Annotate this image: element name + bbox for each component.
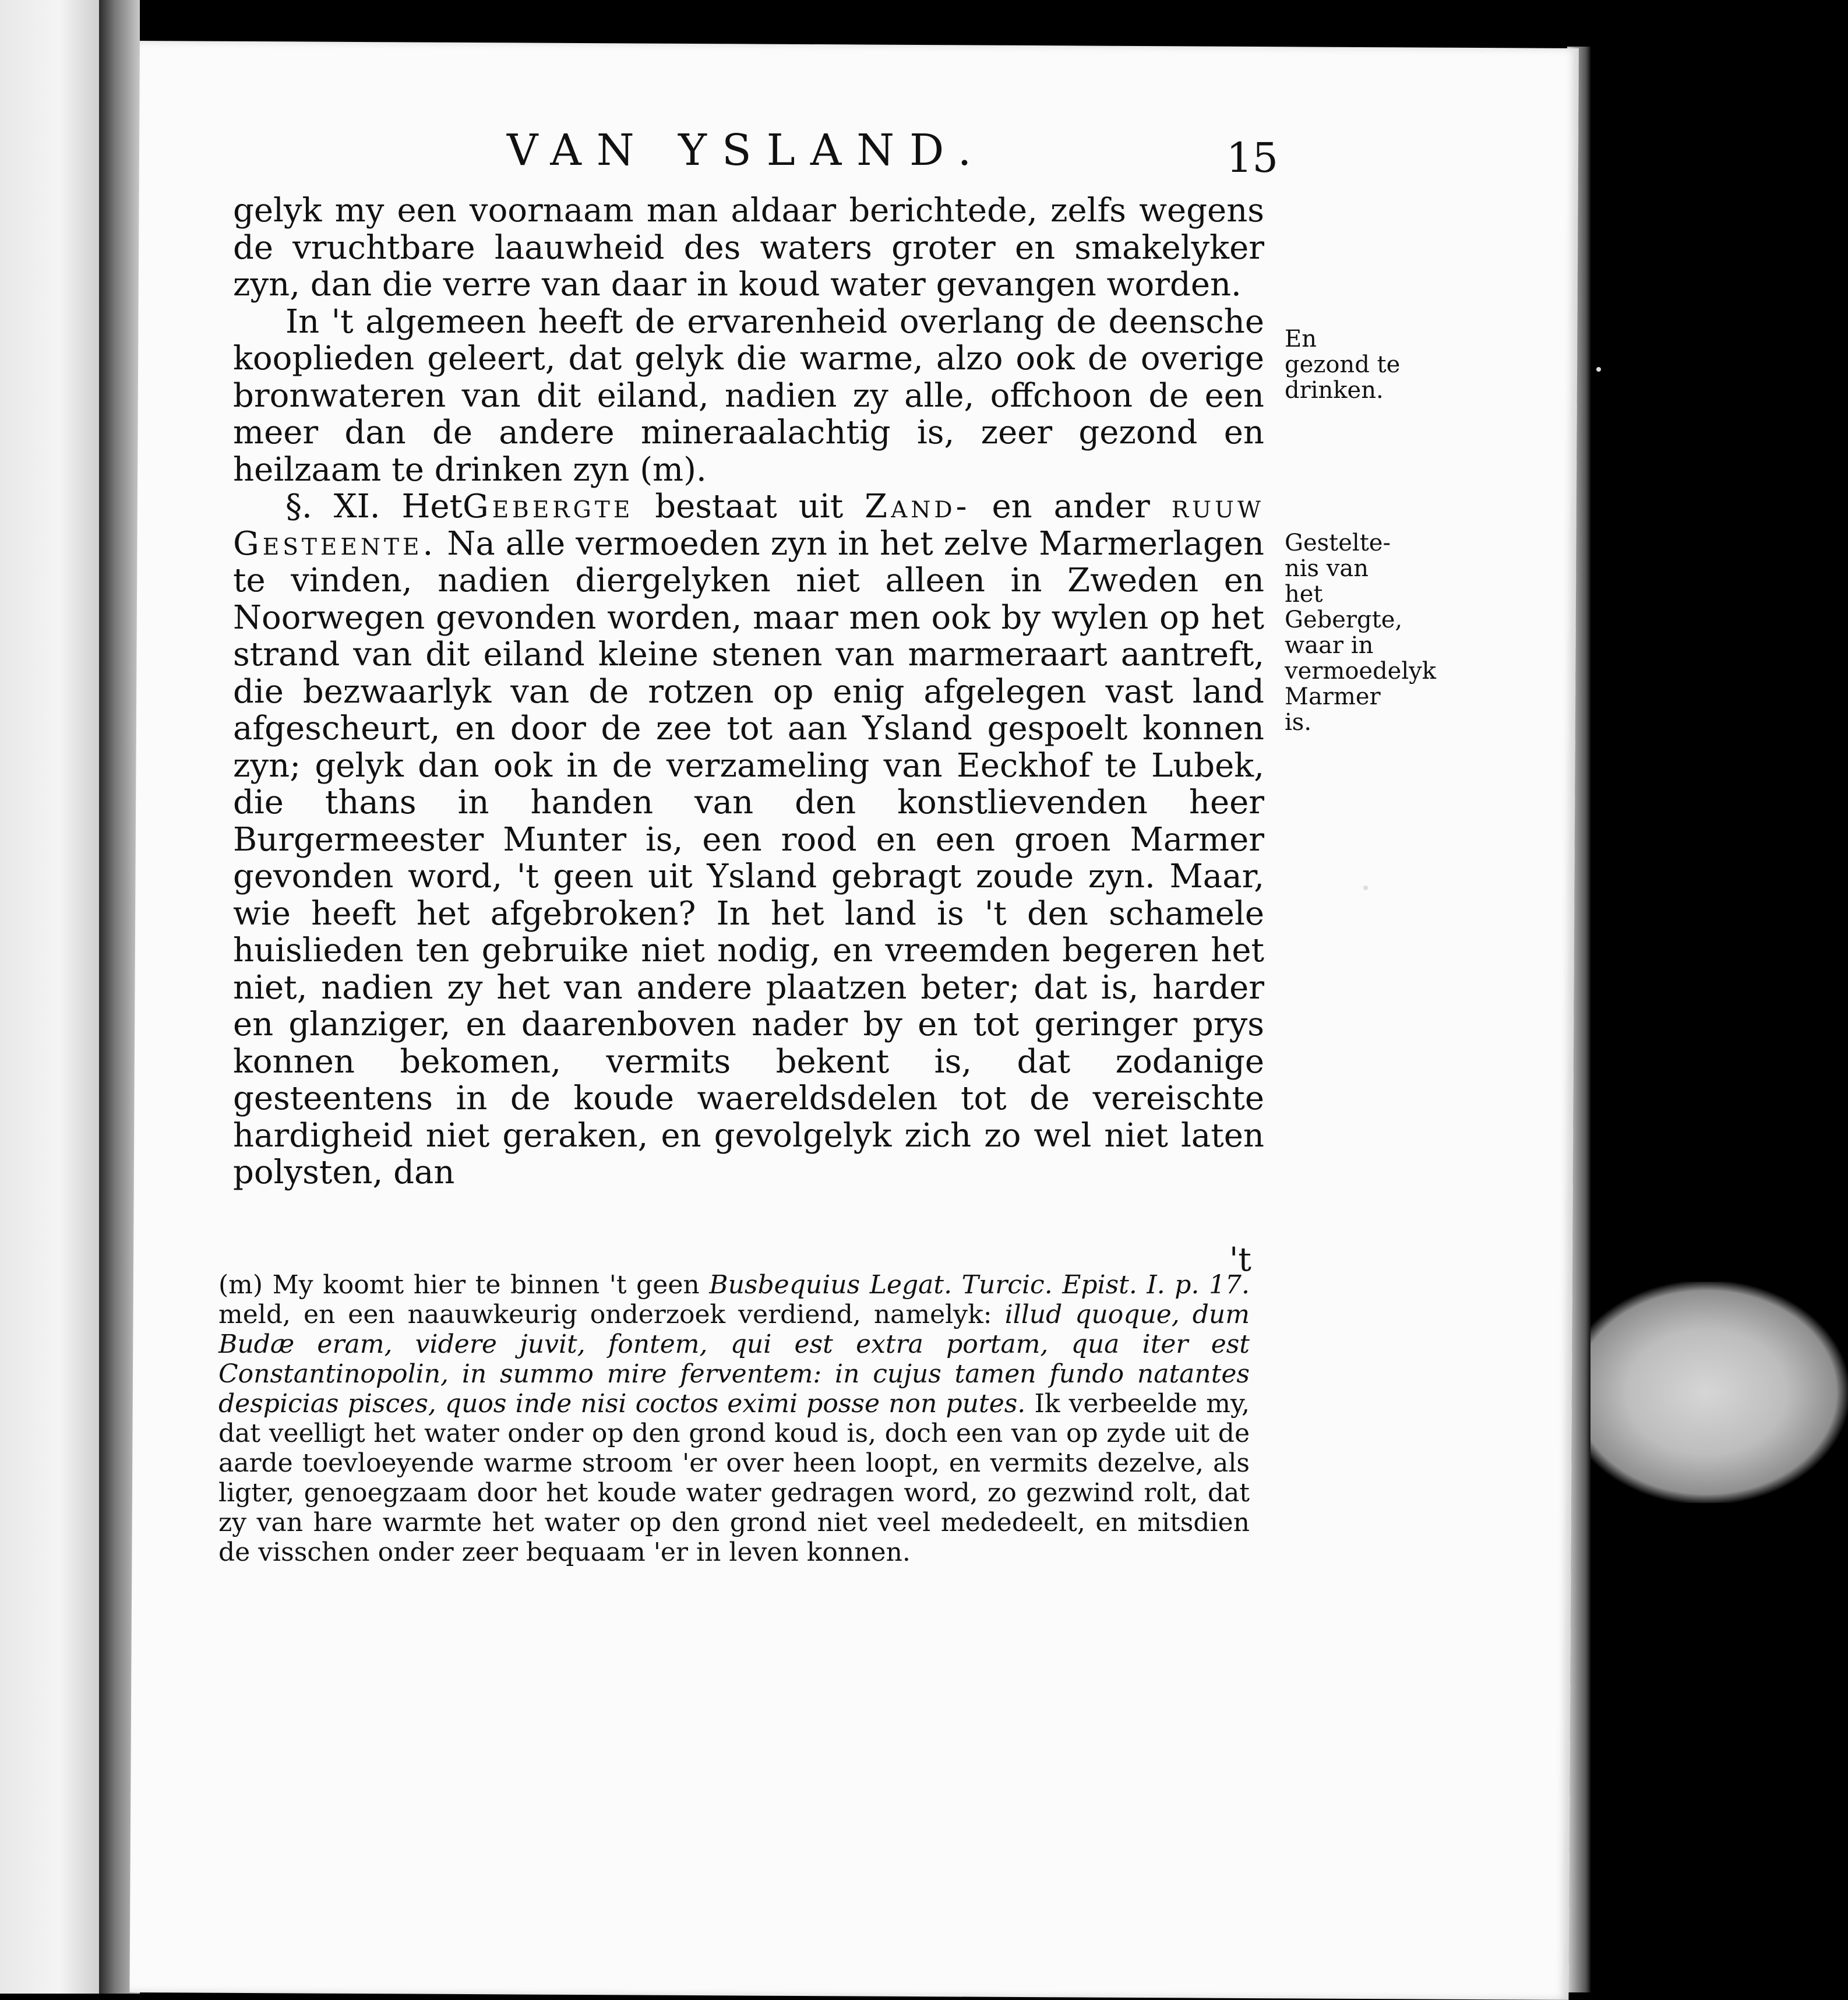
paper-stain xyxy=(1590,1282,1848,1503)
facing-page-edge xyxy=(0,0,99,1994)
paragraph-1: gelyk my een voornaam man aldaar berichtede, zelfs wegens de vruchtbare laauwheid des waters groter en smakelyker zyn, dan die verre van daar in koud water gevangen worden. xyxy=(233,192,1264,304)
footnote-text-1: My koomt hier te binnen 't geen xyxy=(272,1270,700,1300)
section-number: §. XI. xyxy=(285,488,380,525)
section-text-b: en ander xyxy=(992,488,1150,525)
scan-speck xyxy=(1363,886,1368,890)
term-ruuw-gesteente: ruuw Gesteente. xyxy=(233,488,1264,563)
footnote-citation: Busbequius Legat. Turcic. Epist. I. p. 17. xyxy=(709,1270,1250,1300)
marginal-note-1: En gezond te drinken. xyxy=(1285,326,1401,404)
catchword: 't xyxy=(1229,1241,1251,1279)
running-head: VAN YSLAND. xyxy=(507,125,987,175)
section-text-het: Het xyxy=(401,488,463,525)
term-zand: Zand- xyxy=(865,488,971,525)
footnote-text-3: Ik verbeelde my, dat veelligt het water onder op den grond koud is, doch een van op zyde uit de aarde toevloeyende warme stroom 'er over heen loopt, en vermits dezelve, als ligter, genoegzaam door het koude water gedragen word, zo gezwind rolt, dat zy van hare warmte het water op den grond niet veel mededeelt, en mitsdien de visschen onder zeer bequaam 'er in leven konnen. xyxy=(218,1389,1250,1567)
footnote-text-2: meld, en een naauwkeurig onderzoek verdiend, namelyk: xyxy=(218,1300,992,1329)
paragraph-2: In 't algemeen heeft de ervarenheid overlang de deensche kooplieden geleert, dat gelyk die warme, alzo ook de overige bronwateren van dit eiland, nadien zy alle, offchoon de een meer dan de andere mineraalachtig is, zeer gezond en heilzaam te drinken zyn (m). xyxy=(233,302,1264,489)
section-text-a: bestaat uit xyxy=(655,488,844,525)
paragraph-3 xyxy=(233,488,1264,1191)
page-number: 15 xyxy=(1226,134,1279,182)
scan-speck xyxy=(1596,367,1601,372)
term-gebergte: Gebergte xyxy=(462,488,634,525)
marginal-note-2: Gestelte-nis van het Gebergte, waar in vermoedelyk Marmer is. xyxy=(1285,530,1436,736)
footnote xyxy=(218,1270,1250,1567)
footnote-mark: (m) xyxy=(218,1270,263,1300)
footnote-latin-quote: illud quoque, dum Budæ eram, videre juvit, fontem, qui est extra portam, qua iter est Constantinopolin, in summo mire ferventem: in cujus tamen fundo natantes despicias pisces, quos inde nisi coctos eximi posse non putes. xyxy=(218,1300,1250,1419)
main-text xyxy=(233,192,1264,1191)
section-text-rest: Na alle vermoeden zyn in het zelve Marmerlagen te vinden, nadien diergelyken niet alleen in Zweden en Noorwegen gevonden worden, maar men ook by wylen op het strand van dit eiland kleine stenen van marmeraart aantreft, die bezwaarlyk van de rotzen op enig afgelegen vast land afgescheurt, en door de zee tot aan Ysland gespoelt konnen zyn; gelyk dan ook in de verzameling van Eeckhof te Lubek, die thans in handen van den konstlievenden heer Burgermeester Munter is, een rood en een groen Marmer gevonden word, 't geen uit Ysland gebragt zoude zyn. Maar, wie heeft het afgebroken? In het land is 't den schamele huislieden ten gebruike niet nodig, en vreemden begeren het niet, nadien zy het van andere plaatzen beter; dat is, harder en glanziger, en daarenboven nader by en tot geringer prys konnen bekomen, vermits bekent is, dat zodanige gesteentens in de koude waereldsdelen tot de vereischte hardigheid niet geraken, en gevolgelyk zich zo wel niet laten polysten, dan xyxy=(233,524,1264,1191)
